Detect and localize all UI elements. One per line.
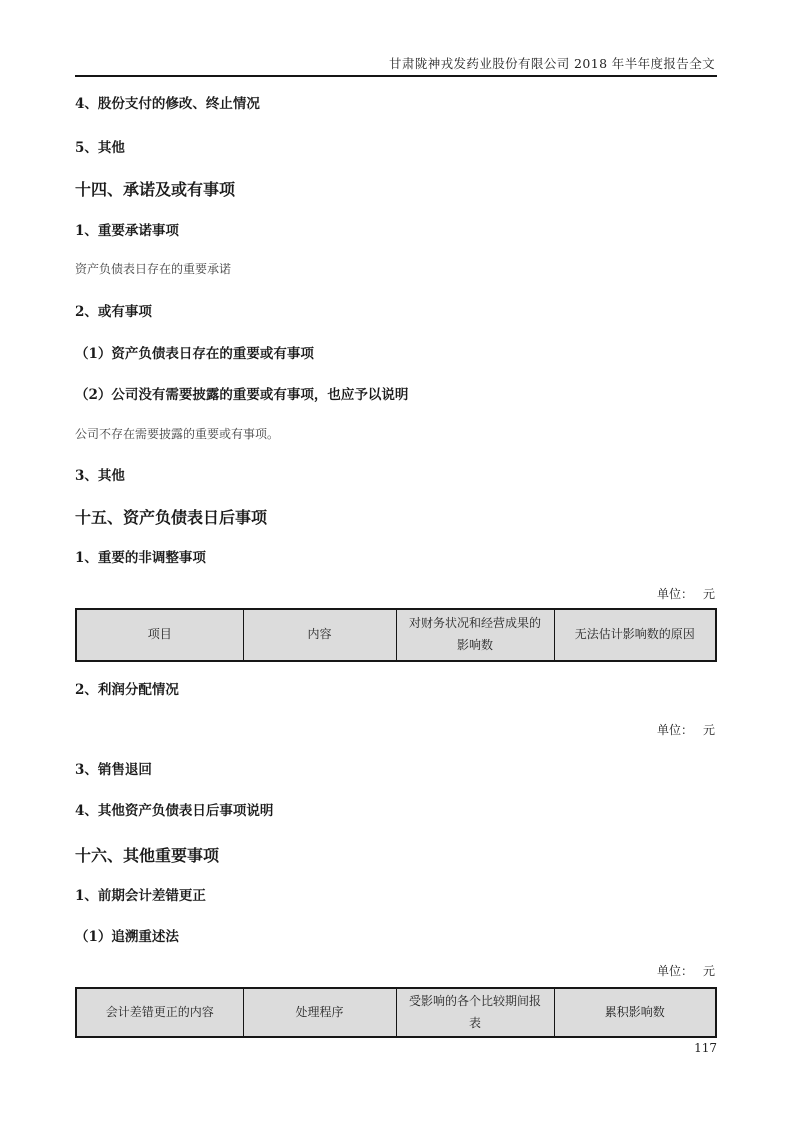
col-header-content: 内容: [243, 609, 396, 661]
unit-note-3: [75, 962, 715, 979]
col-header-affected-statements: 受影响的各个比较期间报表: [396, 988, 554, 1037]
heading-other-post-balance-events: 4、其他资产负债表日后事项说明: [75, 803, 274, 819]
error-correction-table: [75, 987, 717, 1038]
table-header-row: [76, 988, 716, 1037]
heading-other-5: 5、其他: [75, 140, 125, 156]
unit-value: 元: [702, 964, 715, 978]
heading-contingencies: 2、或有事项: [75, 304, 152, 320]
col-header-procedure: 处理程序: [243, 988, 396, 1037]
heading-sales-returns: 3、销售退回: [75, 762, 152, 778]
heading-share-payment-modification: 4、股份支付的修改、终止情况: [75, 96, 260, 112]
unit-value: 元: [702, 723, 715, 737]
unit-label: 单位：: [656, 723, 693, 737]
text-commitments-at-balance-date: 资产负债表日存在的重要承诺: [75, 262, 232, 276]
table-header-row: [76, 609, 716, 661]
unit-label: 单位：: [656, 964, 693, 978]
unit-note-2: [75, 721, 715, 738]
col-header-financial-impact: 对财务状况和经营成果的影响数: [396, 609, 554, 661]
col-header-reason-no-estimate: 无法估计影响数的原因: [554, 609, 716, 661]
section-15-title: 十五、资产负债表日后事项: [75, 508, 268, 527]
heading-other-3: 3、其他: [75, 468, 125, 484]
page-number: 117: [694, 1041, 717, 1055]
heading-contingencies-sub2: （2）公司没有需要披露的重要或有事项，也应予以说明: [75, 387, 409, 403]
heading-non-adjusting-events: 1、重要的非调整事项: [75, 550, 206, 566]
unit-value: 元: [702, 587, 715, 601]
heading-profit-distribution: 2、利润分配情况: [75, 682, 179, 698]
col-header-correction-content: 会计差错更正的内容: [76, 988, 243, 1037]
heading-retrospective-restatement: （1）追溯重述法: [75, 929, 179, 945]
unit-note-1: [75, 585, 715, 602]
heading-important-commitments: 1、重要承诺事项: [75, 223, 179, 239]
col-header-cumulative-impact: 累积影响数: [554, 988, 716, 1037]
section-14-title: 十四、承诺及或有事项: [75, 180, 236, 199]
heading-prior-period-error-correction: 1、前期会计差错更正: [75, 888, 206, 904]
text-no-contingencies: 公司不存在需要披露的重要或有事项。: [75, 427, 280, 441]
header-divider: [75, 75, 717, 77]
section-16-title: 十六、其他重要事项: [75, 846, 220, 865]
page-header-title: 甘肃陇神戎发药业股份有限公司 2018 年半年度报告全文: [389, 56, 715, 71]
heading-contingencies-sub1: （1）资产负债表日存在的重要或有事项: [75, 346, 314, 362]
unit-label: 单位：: [656, 587, 693, 601]
col-header-item: 项目: [76, 609, 243, 661]
non-adjusting-events-table: [75, 608, 717, 662]
